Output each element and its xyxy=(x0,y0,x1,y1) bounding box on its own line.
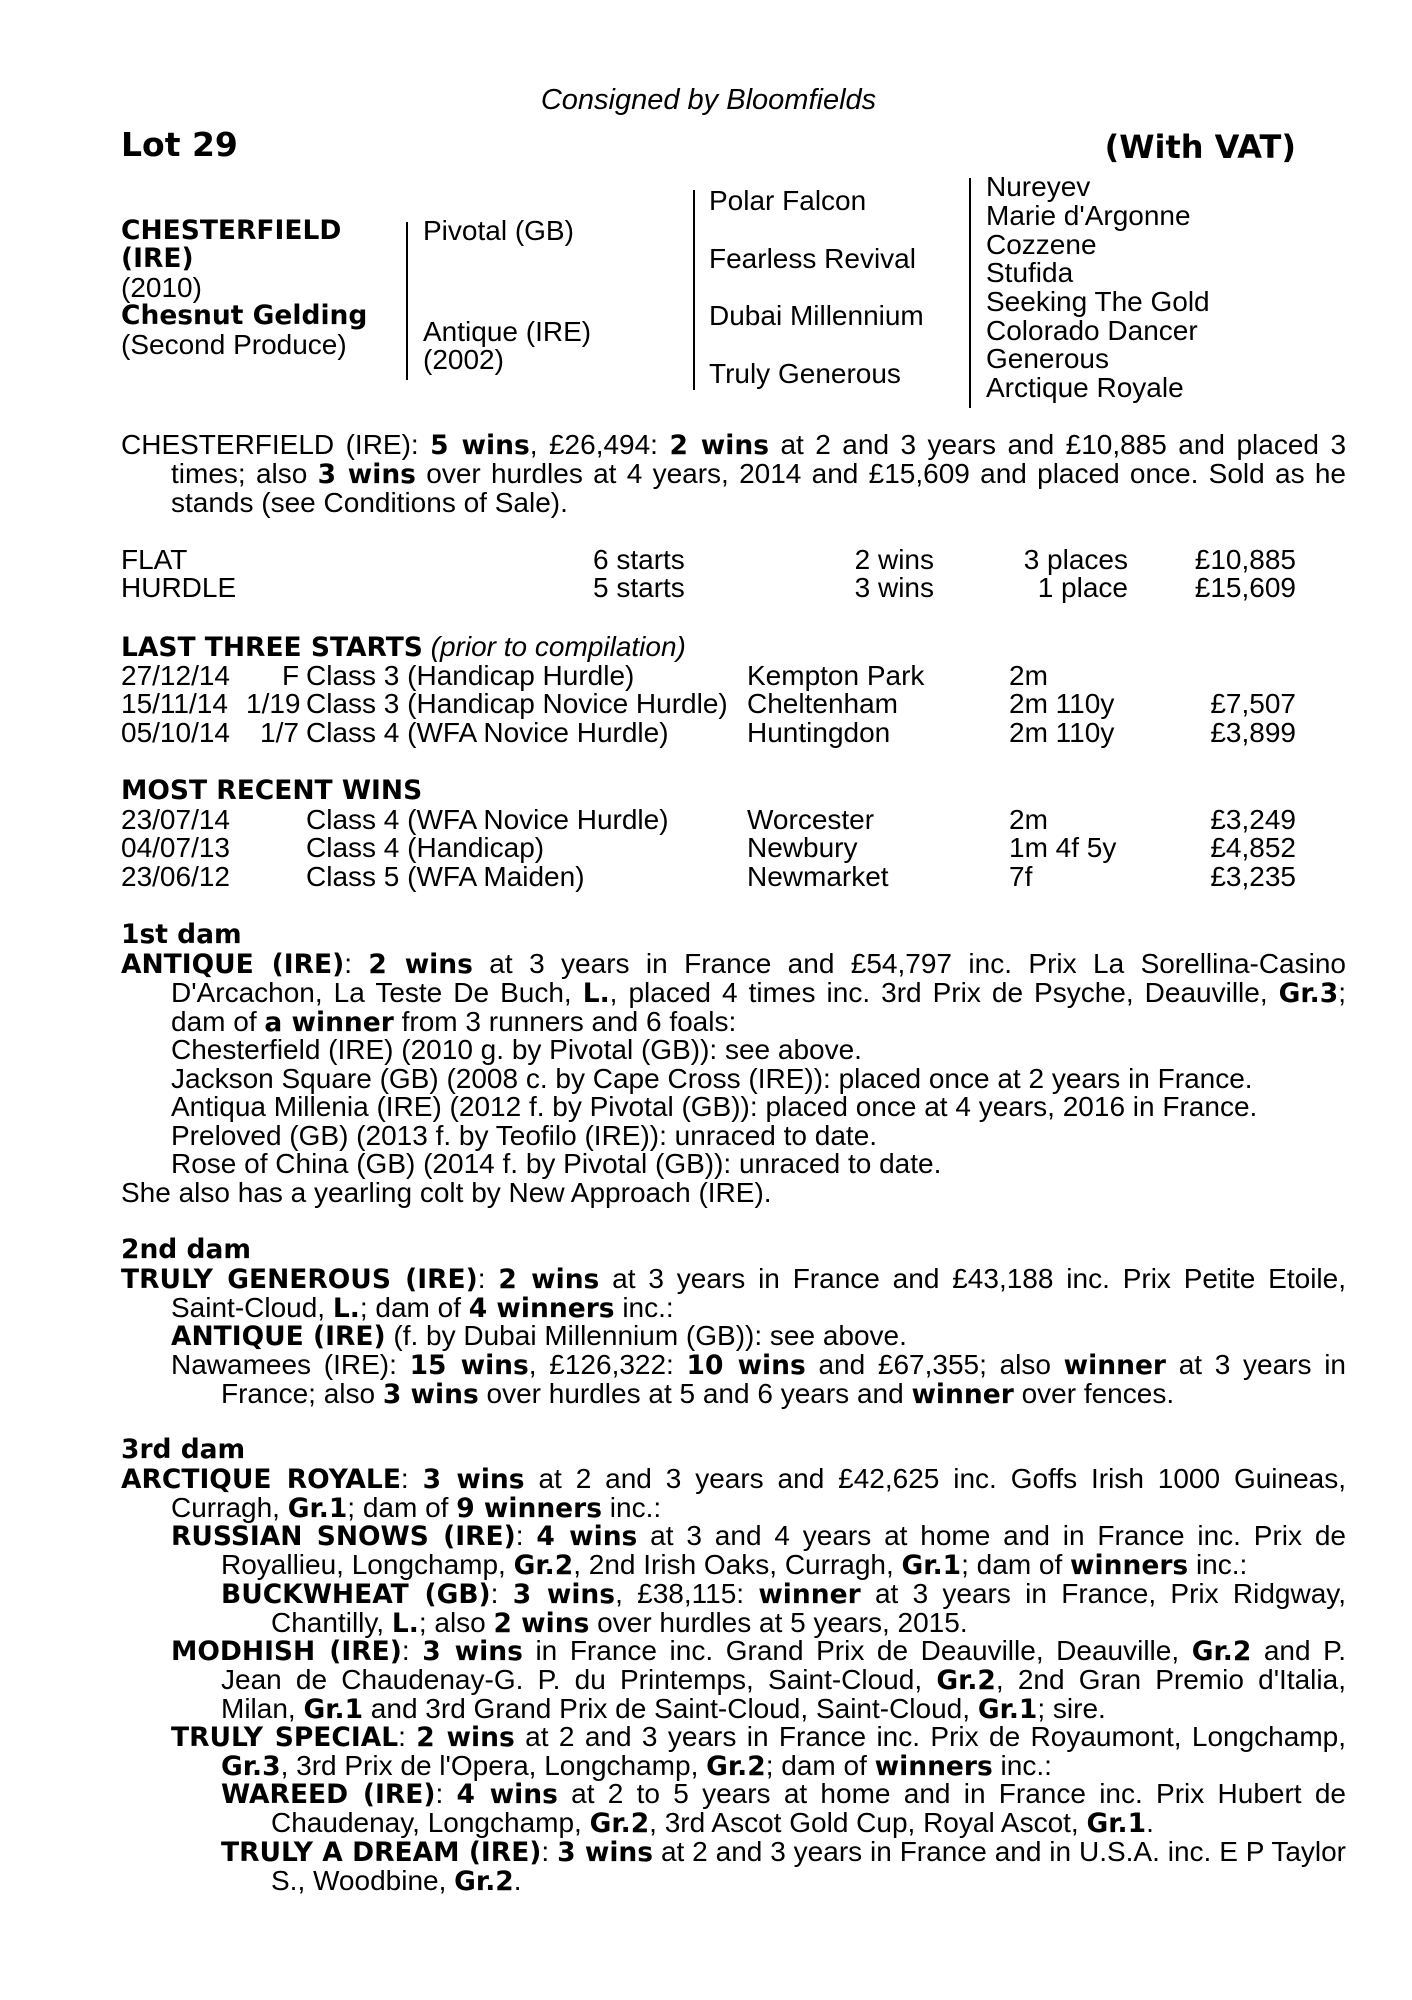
first-dam-heading: 1st dam xyxy=(121,919,242,950)
last-start-row: 05/10/14 1/7 Class 4 (WFA Novice Hurdle) Huntingdon 2m 110y £3,899 xyxy=(121,717,1296,748)
foal-entry: Rose of China (GB) (2014 f. by Pivotal (GB)): unraced to date. xyxy=(171,1148,942,1179)
last-start-row: 27/12/14 F Class 3 (Handicap Hurdle) Kempton Park 2m xyxy=(121,660,1048,691)
third-dam-heading: 3rd dam xyxy=(121,1434,246,1465)
pedigree-sire: Pivotal (GB) xyxy=(423,215,574,246)
vat-note: (With VAT) xyxy=(1104,128,1296,166)
horse-produce: (Second Produce) xyxy=(121,329,347,360)
recent-win-row: 23/06/12 Class 5 (WFA Maiden) Newmarket 7f £3,235 xyxy=(121,861,1296,892)
foal-entry: Chesterfield (IRE) (2010 g. by Pivotal (GB)): see above. xyxy=(171,1034,862,1065)
third-dam-progeny: RUSSIAN SNOWS (IRE): 4 wins at 3 and 4 years at home and in France inc. Prix de Royallieu, Longchamp, Gr.2, 2nd Irish Oaks, Curragh, Gr.1; dam of winners inc.: xyxy=(171,1520,1347,1581)
second-dam-progeny: ANTIQUE (IRE) (f. by Dubai Millennium (GB)): see above. xyxy=(171,1320,907,1352)
pedigree-gen3-6: Colorado Dancer xyxy=(986,315,1198,346)
foal-entry: Jackson Square (GB) (2008 c. by Cape Cross (IRE)): placed once at 2 years in France. xyxy=(171,1063,1253,1094)
third-dam-grand-progeny: BUCKWHEAT (GB): 3 wins, £38,115: winner at 3 years in France, Prix Ridgway, Chantilly, L.; also 2 wins over hurdles at 5 years, 2015. xyxy=(221,1578,1347,1639)
third-dam-text: ARCTIQUE ROYALE: 3 wins at 2 and 3 years and £42,625 inc. Goffs Irish 1000 Guineas, Curragh, Gr.1; dam of 9 winners inc.: xyxy=(121,1463,1347,1524)
first-dam-text: ANTIQUE (IRE): 2 wins at 3 years in France and £54,797 inc. Prix La Sorellina-Casino D'Arcachon, La Teste De Buch, L., placed 4 times inc. 3rd Prix de Psyche, Deauville, Gr.3; dam of a winner from 3 runners and 6 foals: xyxy=(121,948,1346,1038)
pedigree-dam: Antique (IRE) xyxy=(423,316,592,347)
horse-name: CHESTERFIELD xyxy=(121,215,342,246)
consignor-line: Consigned by Bloomfields xyxy=(540,84,877,116)
lot-number: Lot 29 xyxy=(121,125,238,164)
pedigree-gen3-8: Arctique Royale xyxy=(986,372,1184,403)
third-dam-progeny: TRULY SPECIAL: 2 wins at 2 and 3 years in France inc. Prix de Royaumont, Longchamp, Gr.3, 3rd Prix de l'Opera, Longchamp, Gr.2; dam of winners inc.: xyxy=(171,1721,1346,1782)
foal-entry: Antiqua Millenia (IRE) (2012 f. by Pivotal (GB)): placed once at 4 years, 2016 in France. xyxy=(171,1091,1258,1122)
pedigree-gen2-4: Truly Generous xyxy=(709,358,901,389)
pedigree-gen3-4: Stufida xyxy=(986,257,1074,288)
pedigree-gen3-1: Nureyev xyxy=(986,171,1091,202)
recent-win-row: 23/07/14 Class 4 (WFA Novice Hurdle) Worcester 2m £3,249 xyxy=(121,804,1296,835)
pedigree-gen2-1: Polar Falcon xyxy=(709,185,867,216)
second-dam-text: TRULY GENEROUS (IRE): 2 wins at 3 years in France and £43,188 inc. Prix Petite Etoile, Saint-Cloud, L.; dam of 4 winners inc.: xyxy=(121,1263,1347,1324)
pedigree-bracket-3 xyxy=(969,178,971,408)
record-row-hurdle: HURDLE 5 starts 3 wins 1 place £15,609 xyxy=(121,572,1296,603)
third-dam-grand-progeny: WAREED (IRE): 4 wins at 2 to 5 years at home and in France inc. Prix Hubert de Chaudenay, Longchamp, Gr.2, 3rd Ascot Gold Cup, Royal Ascot, Gr.1. xyxy=(221,1778,1346,1839)
horse-sex: Chesnut Gelding xyxy=(121,300,368,331)
pedigree-gen2-3: Dubai Millennium xyxy=(709,300,924,331)
yearling-note: She also has a yearling colt by New Approach (IRE). xyxy=(121,1177,772,1208)
pedigree-gen3-3: Cozzene xyxy=(986,229,1097,260)
pedigree-gen3-2: Marie d'Argonne xyxy=(986,200,1191,231)
second-dam-heading: 2nd dam xyxy=(121,1234,251,1265)
pedigree-gen3-5: Seeking The Gold xyxy=(986,286,1210,317)
pedigree-bracket-2 xyxy=(693,190,695,390)
last-three-heading: LAST THREE STARTS (prior to compilation) xyxy=(121,631,686,663)
pedigree-gen3-7: Generous xyxy=(986,343,1109,374)
recent-wins-heading: MOST RECENT WINS xyxy=(121,775,423,806)
pedigree-bracket-1 xyxy=(406,222,408,380)
recent-win-row: 04/07/13 Class 4 (Handicap) Newbury 1m 4f 5y £4,852 xyxy=(121,832,1296,863)
pedigree-dam-year: (2002) xyxy=(423,344,504,375)
third-dam-grand-progeny: TRULY A DREAM (IRE): 3 wins at 2 and 3 years in France and in U.S.A. inc. E P Taylor S., Woodbine, Gr.2. xyxy=(221,1836,1347,1897)
horse-name-suffix: (IRE) xyxy=(121,243,194,274)
second-dam-progeny: Nawamees (IRE): 15 wins, £126,322: 10 wins and £67,355; also winner at 3 years in France; also 3 wins over hurdles at 5 and 6 years and winner over fences. xyxy=(171,1349,1346,1410)
record-row-flat: FLAT 6 starts 2 wins 3 places £10,885 xyxy=(121,544,1296,575)
catalogue-page xyxy=(121,0,1347,2000)
horse-year: (2010) xyxy=(121,272,202,303)
foal-entry: Preloved (GB) (2013 f. by Teofilo (IRE)): unraced to date. xyxy=(171,1120,878,1151)
last-start-row: 15/11/14 1/19 Class 3 (Handicap Novice Hurdle) Cheltenham 2m 110y £7,507 xyxy=(121,688,1296,719)
pedigree-gen2-2: Fearless Revival xyxy=(709,243,916,274)
racing-summary: CHESTERFIELD (IRE): 5 wins, £26,494: 2 wins at 2 and 3 years and £10,885 and placed 3 times; also 3 wins over hurdles at 4 years, 2014 and £15,609 and placed once. Sold as he stands (see Conditions of Sale). xyxy=(121,429,1347,518)
third-dam-progeny: MODHISH (IRE): 3 wins in France inc. Grand Prix de Deauville, Deauville, Gr.2 and P. Jean de Chaudenay-G. P. du Printemps, Saint-Cloud, Gr.2, 2nd Gran Premio d'Italia, Milan, Gr.1 and 3rd Grand Prix de Saint-Cloud, Saint-Cloud, Gr.1; sire. xyxy=(171,1635,1347,1725)
